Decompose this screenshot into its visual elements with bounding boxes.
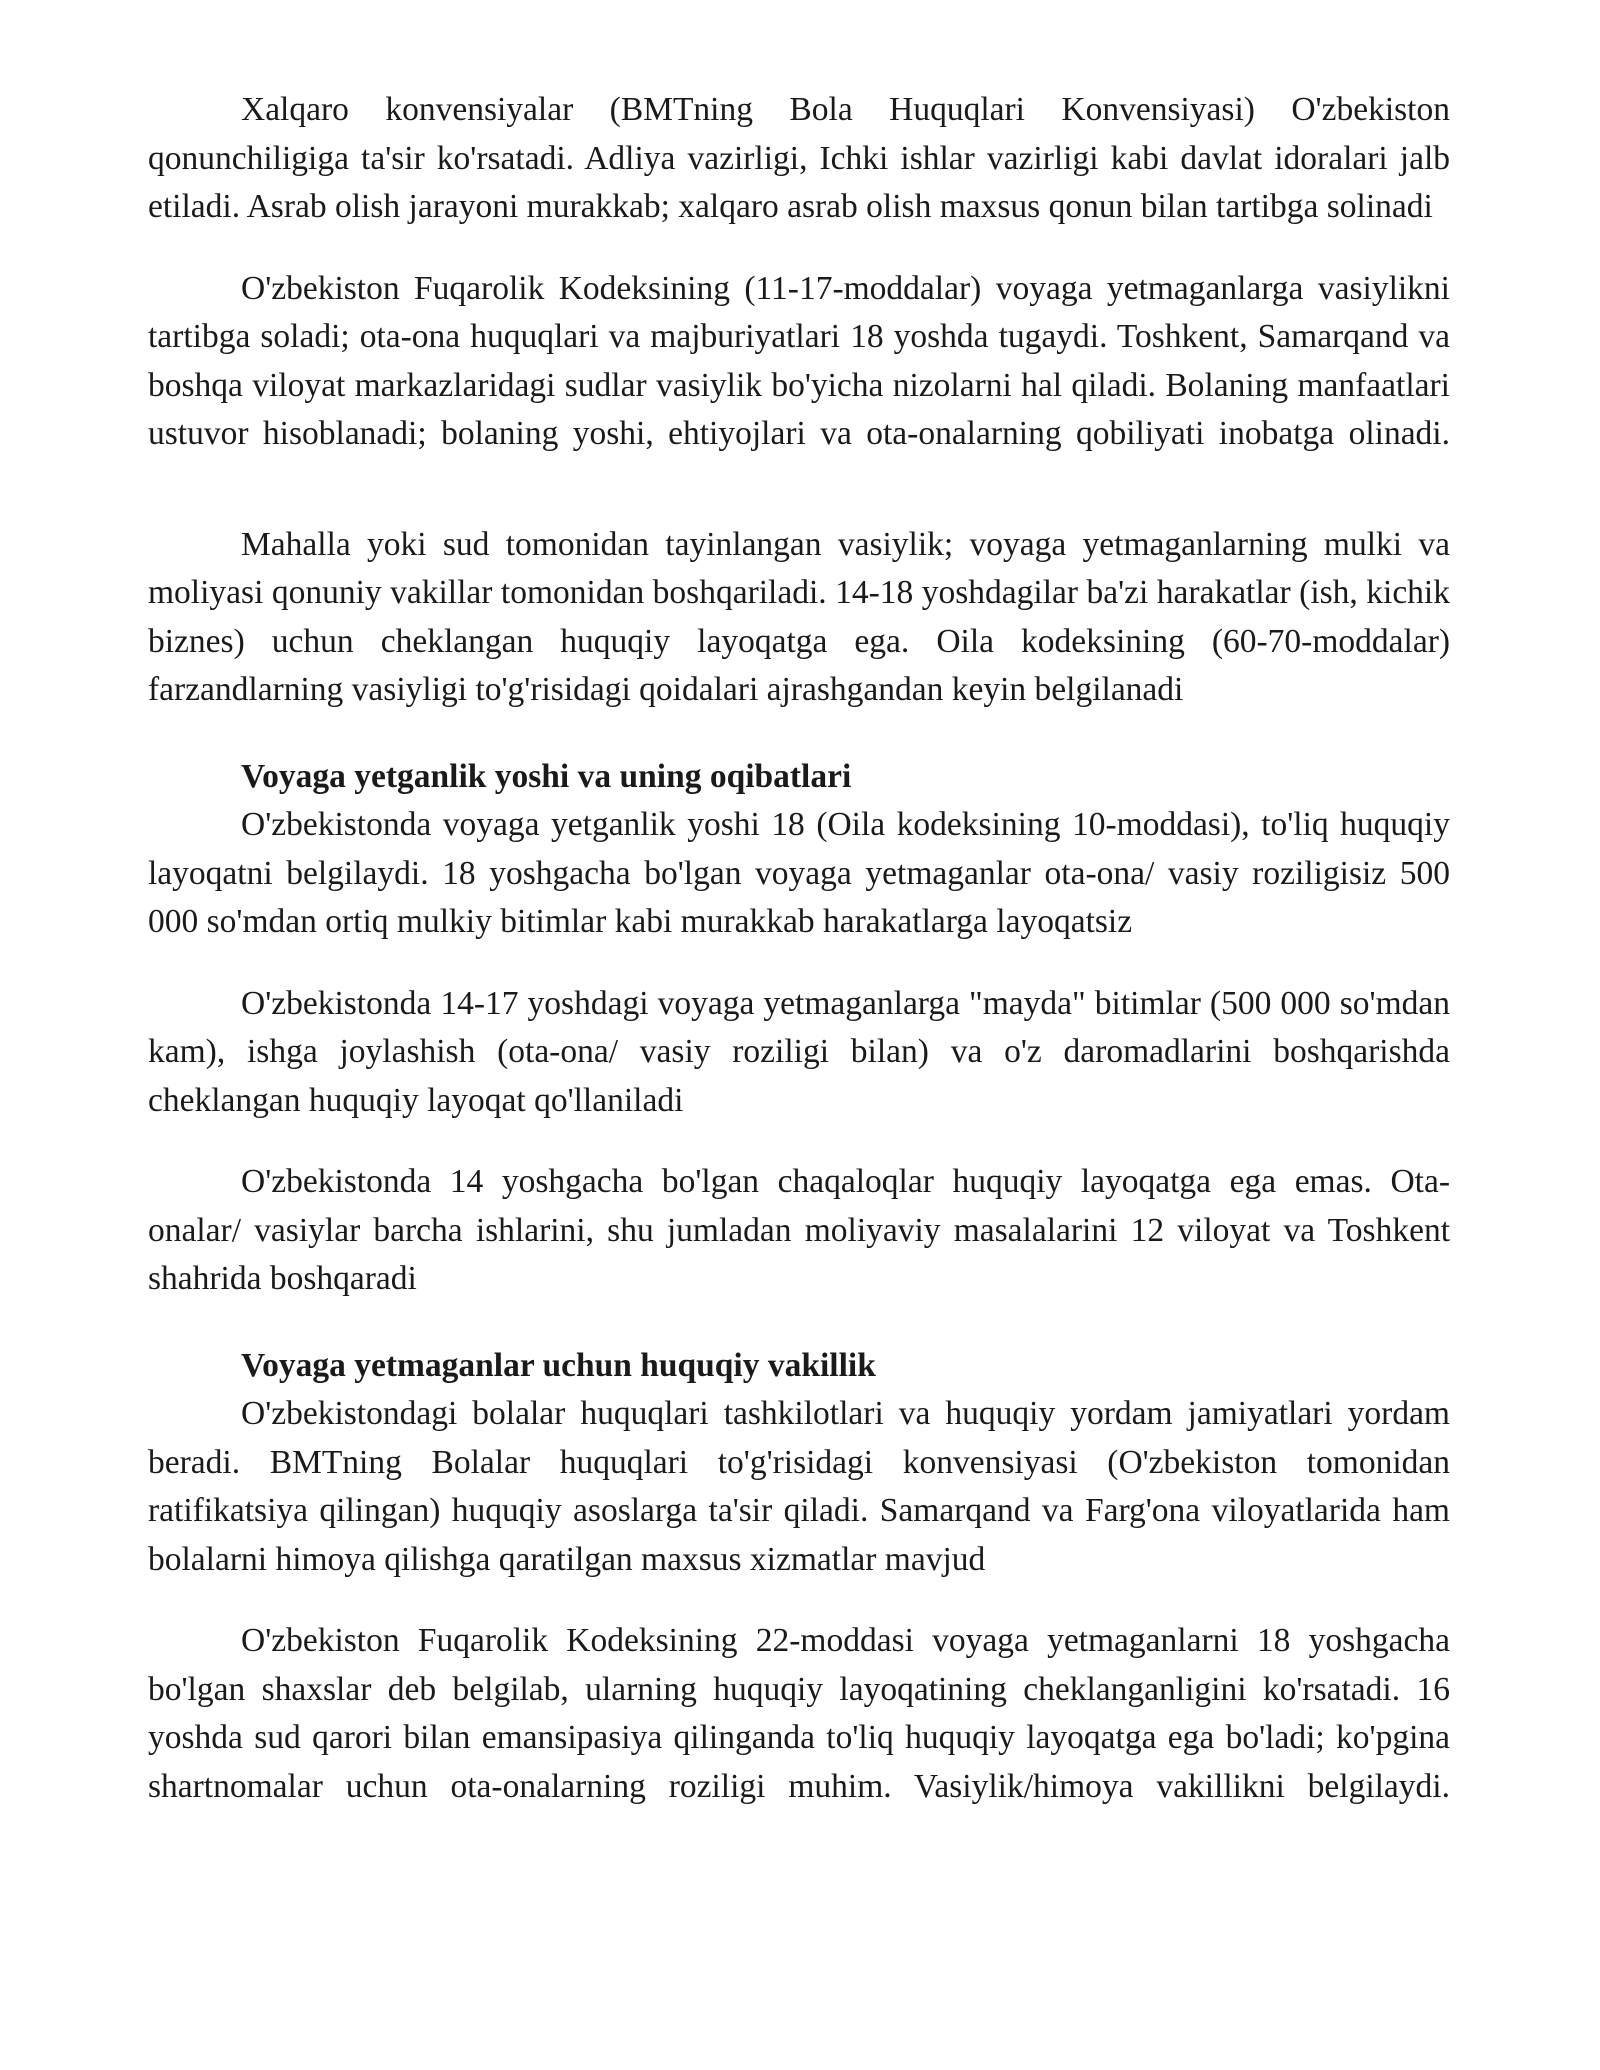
heading-age-of-majority: Voyaga yetganlik yoshi va uning oqibatlari: [241, 757, 852, 795]
paragraph-international-conventions: Xalqaro konvensiyalar (BMTning Bola Huquqlari Konvensiyasi) O'zbekiston qonunchiligiga ta'sir ko'rsatadi. Adliya vazirligi, Ichki ishlar vazirligi kabi davlat idoralari jalb etiladi. Asrab olish jarayoni murakkab; xalqaro asrab olish maxsus qonun bilan tartibga solinadi: [148, 91, 1450, 225]
paragraph-infants-incapacity: O'zbekistonda 14 yoshgacha bo'lgan chaqaloqlar huquqiy layoqatga ega emas. Ota-onalar/ vasiylar barcha ishlarini, shu jumladan moliyaviy masalalarini 12 viloyat va Toshkent shahrida boshqaradi: [148, 1163, 1450, 1297]
paragraph-civil-code-article-22: O'zbekiston Fuqarolik Kodeksining 22-moddasi voyaga yetmaganlarni 18 yoshgacha bo'lgan shaxslar deb belgilab, ularning huquqiy layoqatining cheklanganligini ko'rsatadi. 16 yoshda sud qarori bilan emansipasiya qilinganda to'liq huquqiy layoqatga ega bo'ladi; ko'pgina shartnomalar uchun ota-onalarning roziligi muhim. Vasiylik/himoya vakillikni belgilaydi.: [148, 1622, 1450, 1805]
paragraph-mahalla-guardianship: Mahalla yoki sud tomonidan tayinlangan vasiylik; voyaga yetmaganlarning mulki va moliyasi qonuniy vakillar tomonidan boshqariladi. 14-18 yoshdagilar ba'zi harakatlar (ish, kichik biznes) uchun cheklangan huquqiy layoqatga ega. Oila kodeksining (60-70-moddalar) farzandlarning vasiyligi to'g'risidagi qoidalari ajrashgandan keyin belgilanadi: [148, 525, 1450, 708]
paragraph-limited-capacity: O'zbekistonda 14-17 yoshdagi voyaga yetmaganlarga "mayda" bitimlar (500 000 so'mdan kam), ishga joylashish (ota-ona/ vasiy roziligi bilan) va o'z daromadlarini boshqarishda cheklangan huquqiy layoqat qo'llaniladi: [148, 984, 1450, 1119]
heading-legal-representation: Voyaga yetmaganlar uchun huquqiy vakillik: [241, 1346, 876, 1384]
paragraph-civil-code-guardianship: O'zbekiston Fuqarolik Kodeksining (11-17-moddalar) voyaga yetmaganlarga vasiylikni tartibga soladi; ota-ona huquqlari va majburiyatlari 18 yoshda tugaydi. Toshkent, Samarqand va boshqa viloyat markazlaridagi sudlar vasiylik bo'yicha nizolarni hal qiladi. Bolaning manfaatlari ustuvor hisoblanadi; bolaning yoshi, ehtiyojlari va ota-onalarning qobiliyati inobatga olinadi.: [148, 269, 1450, 452]
document-page: [148, 86, 1450, 1811]
paragraph-child-rights-organizations: O'zbekistondagi bolalar huquqlari tashkilotlari va huquqiy yordam jamiyatlari yordam beradi. BMTning Bolalar huquqlari to'g'risidagi konvensiyasi (O'zbekiston tomonidan ratifikatsiya qilingan) huquqiy asoslarga ta'sir qiladi. Samarqand va Farg'ona viloyatlarida ham bolalarni himoya qilishga qaratilgan maxsus xizmatlar mavjud: [148, 1395, 1450, 1578]
paragraph-age-of-majority: O'zbekistonda voyaga yetganlik yoshi 18 (Oila kodeksining 10-moddasi), to'liq huquqiy layoqatni belgilaydi. 18 yoshgacha bo'lgan voyaga yetmaganlar ota-ona/ vasiy roziligisiz 500 000 so'mdan ortiq mulkiy bitimlar kabi murakkab harakatlarga layoqatsiz: [148, 806, 1450, 940]
